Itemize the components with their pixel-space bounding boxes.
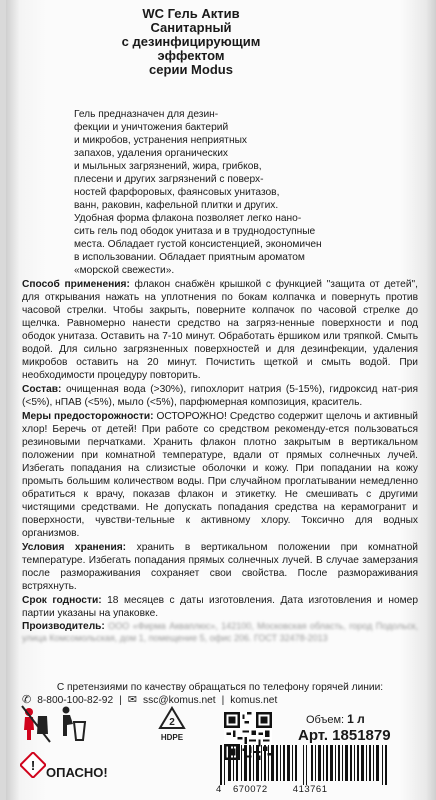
barcode-digit-group: 4 (216, 784, 222, 795)
composition-section (22, 383, 418, 409)
description-line: ванн, раковин, кафельной плитки и других. (74, 200, 279, 211)
shelf-life-text: 18 месяцев с даты изготовления. Дата изготовления и номер партии указаны на упаковке. (22, 595, 418, 619)
article-value: 1851879 (332, 727, 391, 744)
description-line: плесени и других загрязнений с поверх- (74, 174, 264, 185)
phone-number: 8-800-100-82-92 (37, 695, 114, 706)
description-line: и мыльных загрязнений, жира, грибков, (74, 161, 262, 172)
ghs-corrosive-icon (20, 752, 46, 783)
recycling-icon (152, 704, 192, 749)
description (22, 108, 418, 277)
title-line: серии Modus (149, 62, 233, 77)
tidyman-icon (58, 704, 88, 749)
recycling-code: HDPE (160, 733, 184, 742)
recycling-number: 2 (169, 717, 175, 728)
product-title (96, 7, 286, 77)
barcode-digit-group: 413761 (292, 784, 328, 795)
storage-heading: Условия хранения: (22, 542, 127, 553)
shelf-life-heading: Срок годности: (22, 595, 102, 606)
title-line: WC Гель Актив (142, 6, 240, 21)
volume-value: 1 л (347, 712, 365, 726)
volume (306, 712, 365, 726)
description-line: места. Обладает густой консистенцией, экономичен (74, 239, 322, 250)
description-line: Гель предназначен для дезин- (74, 109, 219, 120)
article-number (298, 727, 391, 744)
usage-heading: Способ применения: (22, 279, 130, 290)
composition-heading: Состав: (22, 384, 62, 395)
phone-icon: ✆ (22, 694, 32, 706)
storage-text: хранить в вертикальном положении при комнатной температуре. Избегать попадания прямых солнечных лучей. В случае замерзания после размораживания сохраняет свои свойства. После размораживания встряхнуть. (22, 542, 418, 592)
title-line: с дезинфицирующим (121, 34, 261, 49)
description-line: «морской свежести». (74, 265, 175, 276)
manufacturer-heading: Производитель: (22, 621, 105, 632)
precautions-heading: Меры предосторожности: (22, 411, 154, 422)
usage-section (22, 278, 418, 382)
description-line: в использовании. Обладает приятным ароматом (74, 252, 305, 263)
separator: | (119, 695, 122, 706)
manufacturer-text: ООО «Фирма Акваплюс», 142100, Московская область, город Подольск, улица Комсомольская, дом 1, помещение 5, офис 206. ГОСТ 32478-2013 (22, 621, 418, 643)
claims-text: С претензиями по качеству обращаться по телефону горячей линии: (56, 682, 384, 693)
email: ssc@komus.net (143, 695, 216, 706)
description-line: сить гель под ободок унитаза и в труднодоступные (74, 226, 316, 237)
title-line: эффектом (157, 48, 225, 63)
label-body (22, 108, 418, 644)
barcode (212, 745, 402, 785)
title-line: Санитарный (150, 20, 232, 35)
storage-section (22, 541, 418, 593)
description-line: запахов, удаления органических (74, 148, 228, 159)
description-line: Удобная форма флакона позволяет легко нано- (74, 213, 302, 224)
manufacturer-section (22, 621, 418, 644)
article-label: Арт. (298, 727, 328, 744)
keep-from-children-icon (20, 704, 52, 749)
precautions-text: ОСТОРОЖНО! Средство содержит щелочь и активный хлор! Беречь от детей! При работе со средством рекоменду-ется пользоваться резиновыми перчатками. Хранить флакон плотно закрытым в вертикальном положении при комнатной температуре, вдали от прямых солнечных лучей. Избегать попадания на слизистые оболочки и кожу. При попадании на кожу промыть большим количеством воды. При случайном проглатывании немедленно обратиться к врачу, показав флакон и этикетку. Не смешивать с другими чистящими средствами. Не допускать попадания средства на керамогранит и поверхности, чувстви-тельные к активному хлору. Токсично для водных организмов. (22, 411, 418, 539)
shelf-life-section (22, 594, 418, 620)
usage-text: флакон снабжён крышкой с функцией "защита от детей", для открывания нажать на уплотнения по бокам колпачка и повернуть против часовой стрелки. Чтобы закрыть, поверните колпачок по часовой стрелке до щелчка. Равномерно нанести средство на загряз-ненные поверхности и под ободок унитаза. Оставить на 7-10 минут. Обработать ёршиком или тряпкой. Смыть водой. Для сильно загрязненных поверхностей и для дезинфекции, удаления микробов оставить на 20 минут. Почистить щеткой и смыть водой. При необходимости процедуру повторить. (22, 279, 418, 381)
website: komus.net (230, 695, 278, 706)
description-line: фекции и уничтожения бактерий (74, 122, 229, 133)
precautions-section (22, 410, 418, 540)
barcode-digits (216, 784, 335, 795)
description-line: ностей фарфоровых, фаянсовых унитазов, (74, 187, 280, 198)
svg-text:!: ! (30, 758, 36, 773)
description-line: и микробов, устранения неприятных (74, 135, 247, 146)
barcode-digit-group: 670072 (232, 784, 268, 795)
separator: | (221, 695, 225, 706)
volume-label: Объем: (306, 714, 345, 726)
product-label (6, 0, 436, 800)
email-icon: ✉ (127, 694, 137, 706)
composition-text: очищенная вода (>30%), гипохлорит натрия (5-15%), гидроксид нат-рия (<5%), нПАВ (<5%), мыло (<5%), парфюмерная композиция, краситель. (22, 384, 418, 408)
danger-label: ОПАСНО! (46, 765, 108, 780)
